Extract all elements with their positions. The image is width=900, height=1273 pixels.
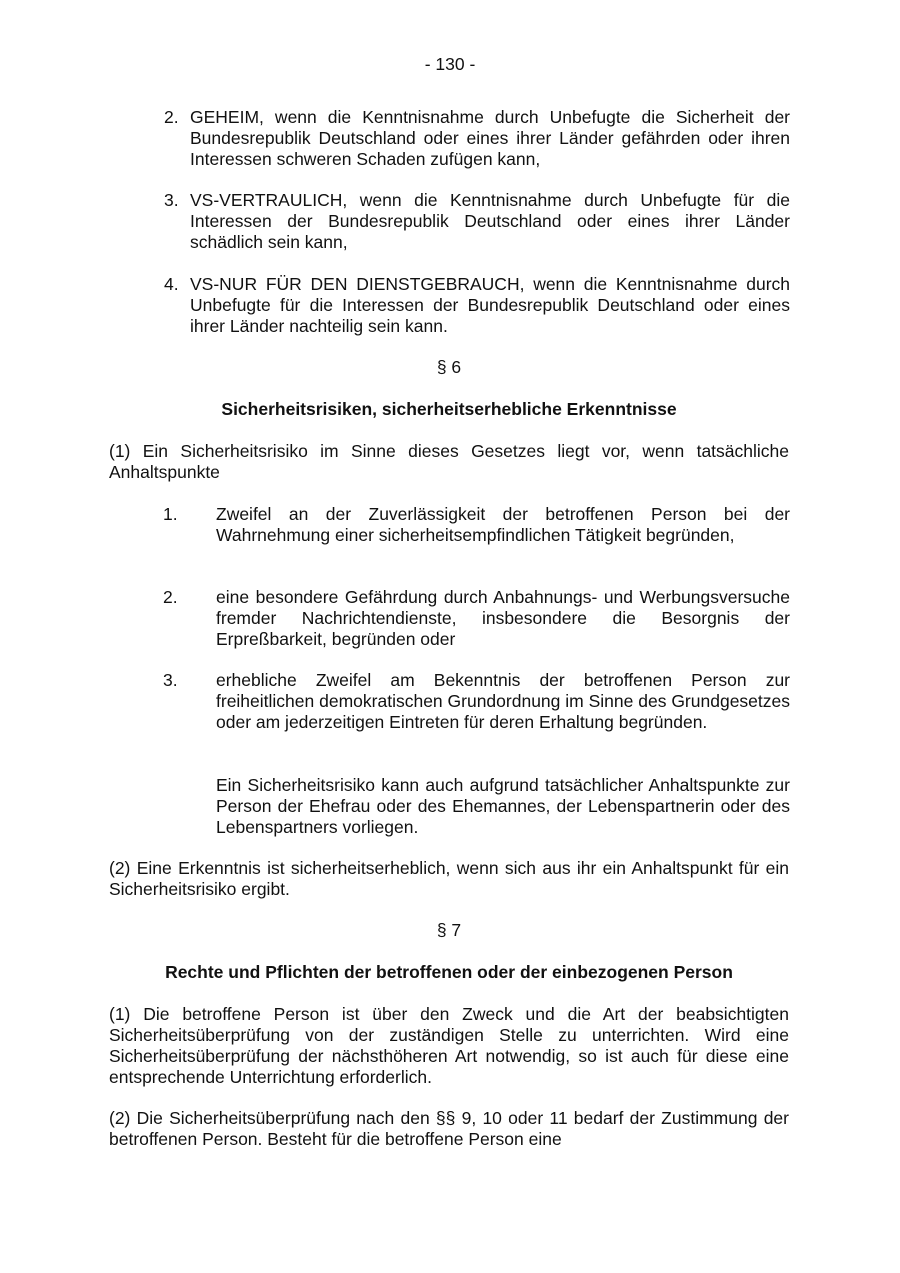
item-text: Zweifel an der Zuverlässigkeit der betroffenen Person bei der Wahrnehmung einer sicherheitsempfindlichen Tätigkeit begründen, <box>216 504 790 545</box>
classification-item <box>164 107 790 170</box>
item-text: VS-NUR FÜR DEN DIENSTGEBRAUCH, wenn die Kenntnisnahme durch Unbefugte für die Interessen der Bundesrepublik Deutschland oder eines ihrer Länder nachteilig sein kann. <box>190 274 790 336</box>
item-text: VS-VERTRAULICH, wenn die Kenntnisnahme durch Unbefugte für die Interessen der Bundesrepublik Deutschland oder eines ihrer Länder schädlich sein kann, <box>190 190 790 252</box>
classification-item <box>164 190 790 253</box>
paragraph: (2) Die Sicherheitsüberprüfung nach den §§ 9, 10 oder 11 bedarf der Zustimmung der betroffenen Person. Besteht für die betroffene Person eine <box>109 1108 789 1149</box>
page-number: - 130 - <box>424 54 476 74</box>
list-item <box>163 670 790 733</box>
section-number: § 6 <box>436 357 462 377</box>
list-item <box>163 504 790 546</box>
item-text: eine besondere Gefährdung durch Anbahnungs- und Werbungsversuche fremder Nachrichtendienste, insbesondere die Besorgnis der Erpreßbarkeit, begründen oder <box>216 587 790 649</box>
item-number: 2. <box>164 107 179 127</box>
section-number: § 7 <box>436 920 462 940</box>
note-paragraph: Ein Sicherheitsrisiko kann auch aufgrund tatsächlicher Anhaltspunkte zur Person der Ehefrau oder des Ehemannes, der Lebenspartnerin oder des Lebenspartners vorliegen. <box>216 775 790 837</box>
item-number: 3. <box>164 190 179 210</box>
item-text: GEHEIM, wenn die Kenntnisnahme durch Unbefugte die Sicherheit der Bundesrepublik Deutschland oder eines ihrer Länder gefährden oder ihren Interessen schweren Schaden zufügen kann, <box>190 107 790 169</box>
section-title: Rechte und Pflichten der betroffenen oder der einbezogenen Person <box>165 962 733 982</box>
section-title: Sicherheitsrisiken, sicherheitserhebliche Erkenntnisse <box>221 399 677 419</box>
item-number: 1. <box>163 504 178 524</box>
paragraph: (2) Eine Erkenntnis ist sicherheitserheblich, wenn sich aus ihr ein Anhaltspunkt für ein Sicherheitsrisiko ergibt. <box>109 858 789 899</box>
list-item <box>163 587 790 650</box>
paragraph: (1) Die betroffene Person ist über den Zweck und die Art der beabsichtigten Sicherheitsüberprüfung von der zuständigen Stelle zu unterrichten. Wird eine Sicherheitsüberprüfung der nächsthöheren Art notwendig, so ist auch für diese eine entsprechende Unterrichtung erforderlich. <box>109 1004 789 1087</box>
item-number: 2. <box>163 587 178 607</box>
classification-item <box>164 274 790 337</box>
item-number: 3. <box>163 670 178 690</box>
paragraph: (1) Ein Sicherheitsrisiko im Sinne dieses Gesetzes liegt vor, wenn tatsächliche Anhaltspunkte <box>109 441 789 482</box>
item-number: 4. <box>164 274 179 294</box>
item-text: erhebliche Zweifel am Bekenntnis der betroffenen Person zur freiheitlichen demokratischen Grundordnung im Sinne des Grundgesetzes oder am jederzeitigen Eintreten für deren Erhaltung begründen. <box>216 670 790 732</box>
